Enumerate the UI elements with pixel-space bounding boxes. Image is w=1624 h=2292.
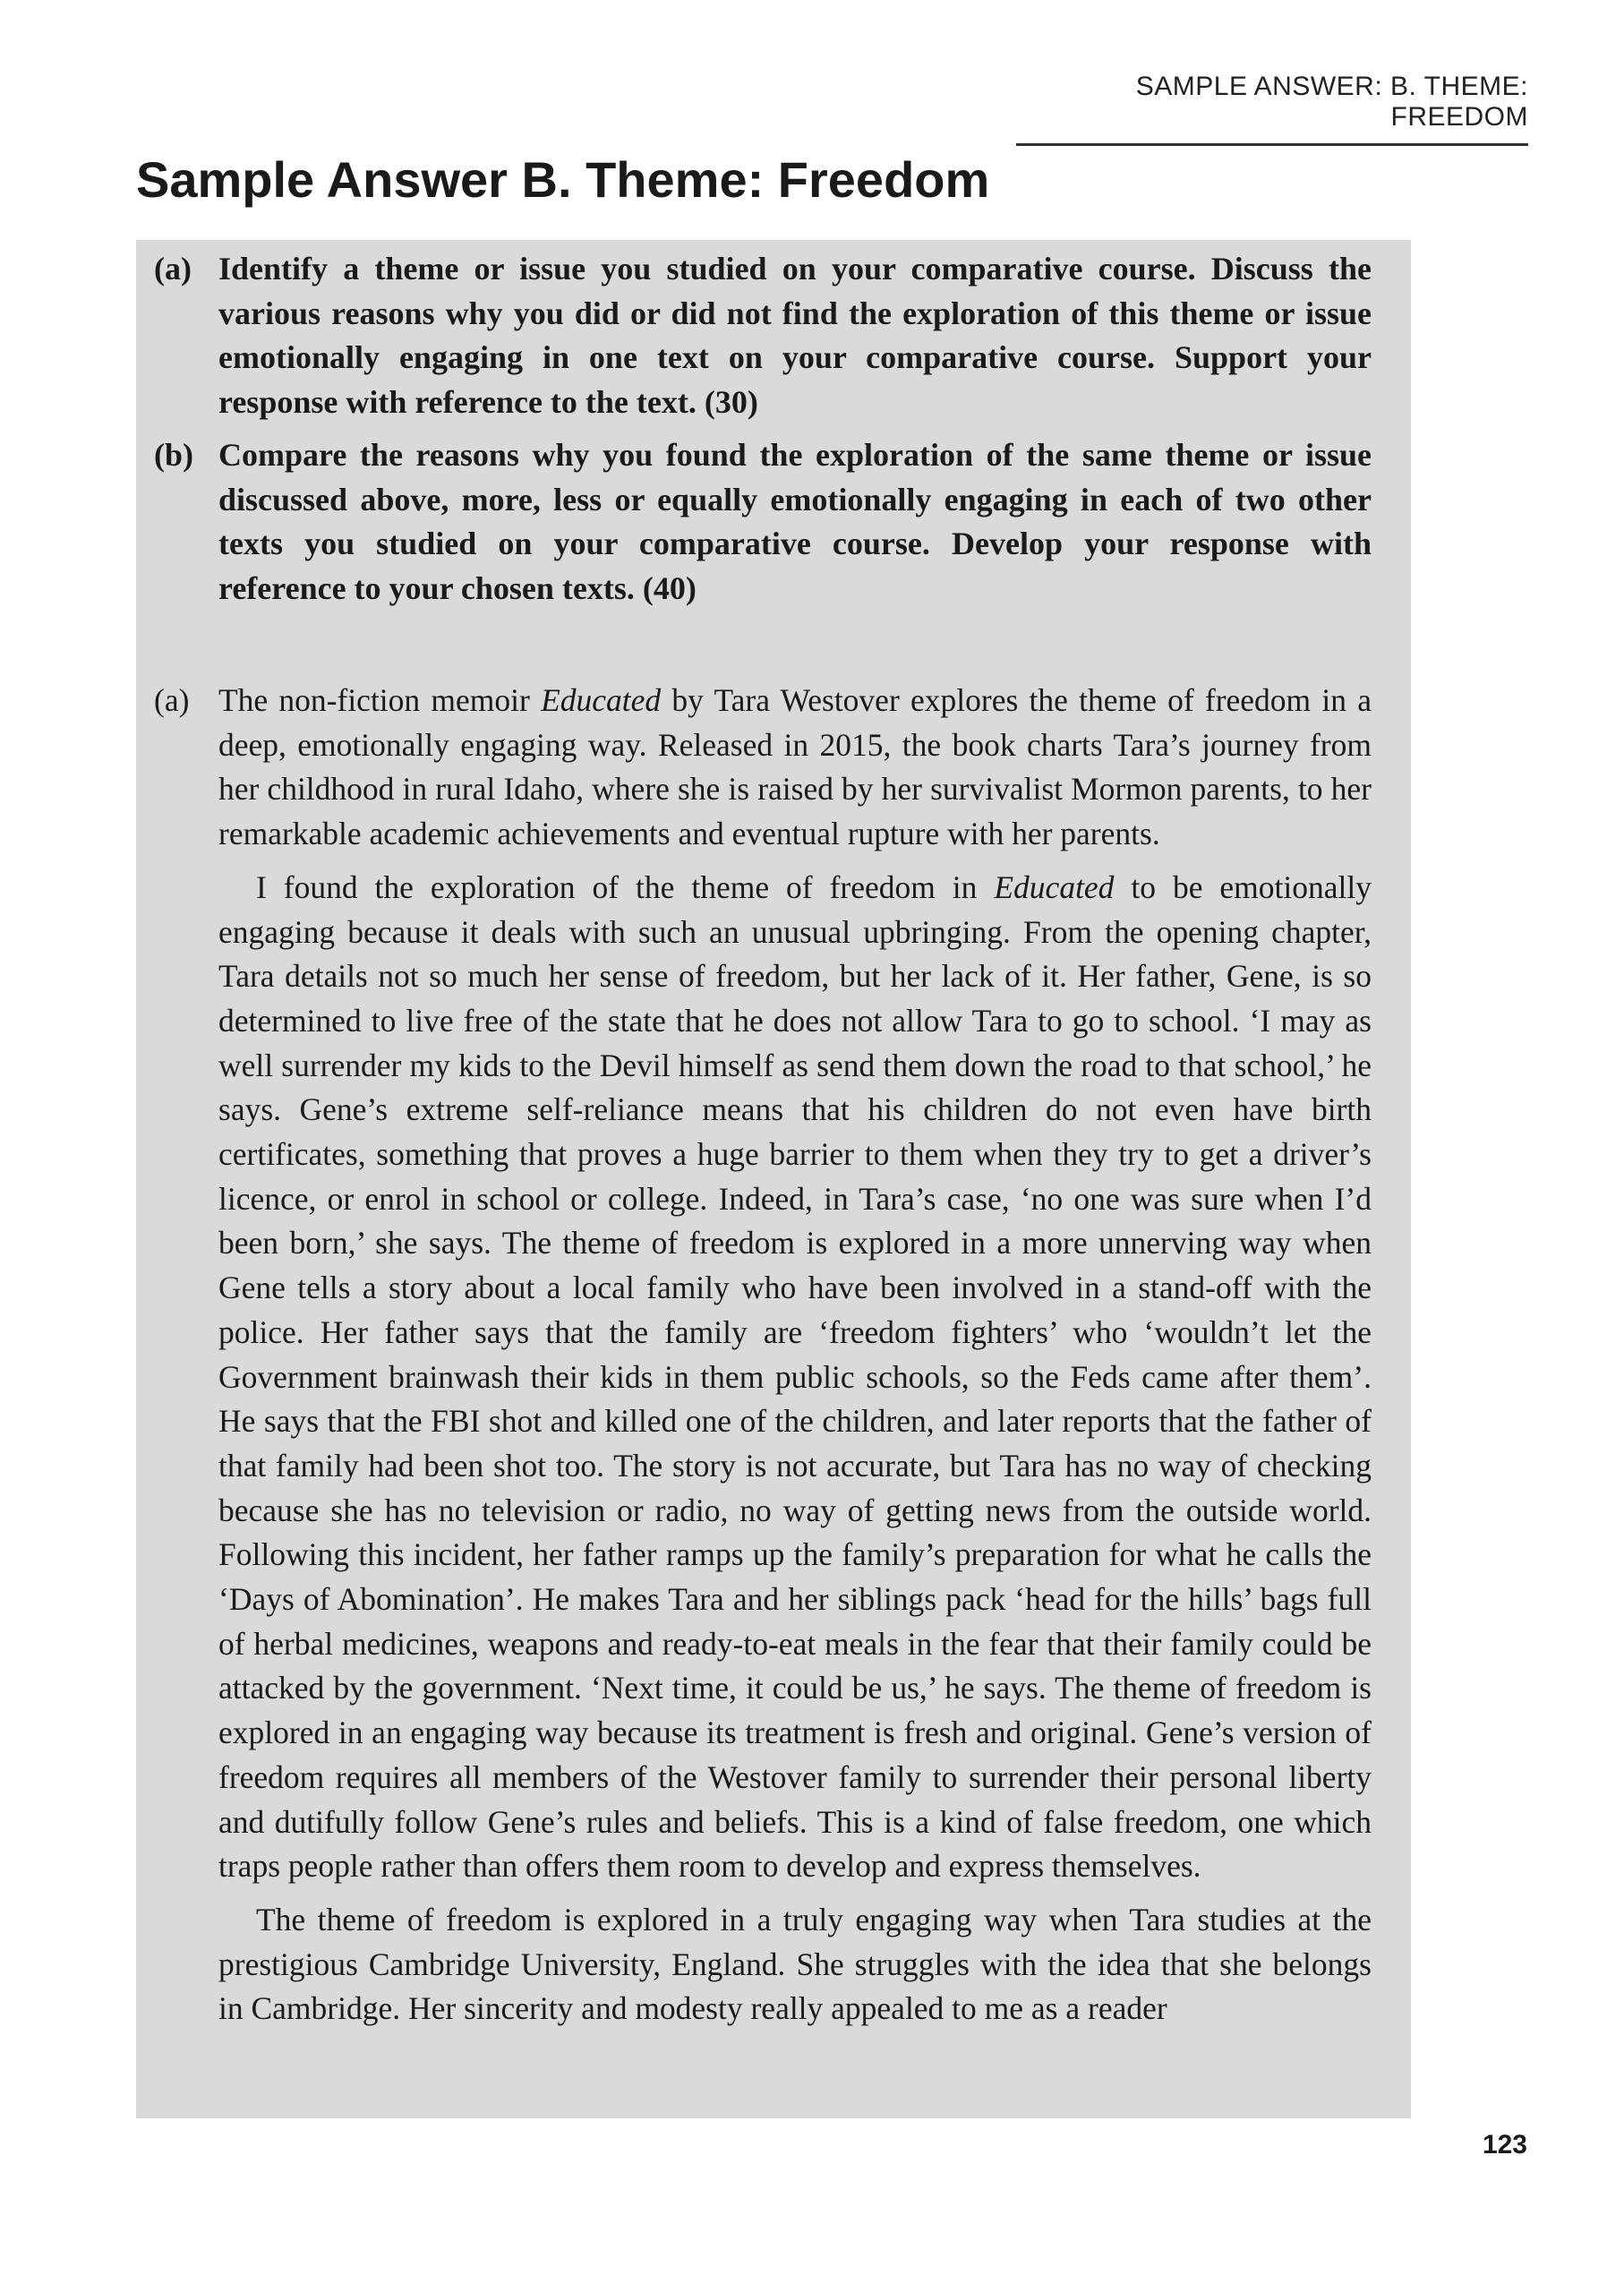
page-title: Sample Answer B. Theme: Freedom [136, 151, 990, 208]
answer-paragraph-2 [218, 866, 1372, 1889]
book-title-educated: Educated [994, 868, 1115, 905]
answer-paragraph-3: The theme of freedom is explored in a truly engaging way when Tara studies at the prestigious Cambridge University, England. She struggles with the idea that she belongs in Cambridge. Her sincerity and modesty really appealed to me as a reader [218, 1901, 1372, 2027]
answer-section [154, 679, 1372, 2040]
answer-p2-rest: to be emotionally engaging because it deals with such an unusual upbringing. From the opening chapter, Tara details not so much her sense of freedom, but her lack of it. Her father, Gene, is so determined to live free of the state that he does not allow Tara to go to school. ‘I may as well surrender my kids to the Devil himself as send them down the road to that school,’ he says. Gene’s extreme self-reliance means that his children do not even have birth certificates, something that proves a huge barrier to them when they try to get a driver’s licence, or enrol in school or college. Indeed, in Tara’s case, ‘no one was sure when I’d been born,’ she says. The theme of freedom is explored in a more unnerving way when Gene tells a story about a local family who have been involved in a stand-off with the police. Her father says that the family are ‘freedom fighters’ who ‘wouldn’t let the Government brainwash their kids in them public schools, so the Feds came after them’. He says that the FBI shot and killed one of the children, and later reports that the father of that family had been shot too. The story is not accurate, but Tara has no way of checking because she has no television or radio, no way of getting news from the outside world. Following this incident, her father ramps up the family’s preparation for what he calls the ‘Days of Abomination’. He makes Tara and her siblings pack ‘head for the hills’ bags full of herbal medicines, weapons and ready-to-eat meals in the fear that their family could be attacked by the government. ‘Next time, it could be us,’ he says. The theme of freedom is explored in an engaging way because its treatment is fresh and original. Gene’s version of freedom requires all members of the Westover family to surrender their personal liberty and dutifully follow Gene’s rules and beliefs. This is a kind of false freedom, one which traps people rather than offers them room to develop and express themselves. [218, 868, 1372, 1885]
answer-a-marker: (a) [154, 682, 190, 718]
answer-p1-start: The non-fiction memoir [218, 682, 542, 718]
book-title-educated: Educated [541, 682, 662, 718]
content-panel [136, 240, 1411, 2118]
question-b [154, 433, 1372, 611]
question-a [154, 247, 1372, 424]
answer-p1-rest: by Tara Westover explores the theme of freedom in a deep, emotionally engaging way. Released in 2015, the book charts Tara’s journey from her childhood in rural Idaho, where she is raised by her survivalist Mormon parents, to her remarkable academic achievements and eventual rupture with her parents. [218, 682, 1372, 852]
question-a-text: Identify a theme or issue you studied on your comparative course. Discuss the various reasons why you did or did not find the exploration of this theme or issue emotionally engaging in one text on your comparative course. Support your response with reference to the text. (30) [218, 251, 1372, 420]
page-number: 123 [1482, 2130, 1527, 2159]
question-b-marker: (b) [154, 437, 193, 473]
running-header: SAMPLE ANSWER: B. THEME: FREEDOM [1016, 72, 1528, 146]
answer-body [218, 679, 1372, 2040]
question-b-text: Compare the reasons why you found the exploration of the same theme or issue discussed above, more, less or equally emotionally engaging in each of two other texts you studied on your comparative course. Develop your response with reference to your chosen texts. (40) [218, 437, 1372, 606]
answer-paragraph-1 [218, 679, 1372, 857]
question-a-marker: (a) [154, 251, 192, 286]
answer-p2-start: I found the exploration of the theme of freedom in [256, 868, 995, 905]
